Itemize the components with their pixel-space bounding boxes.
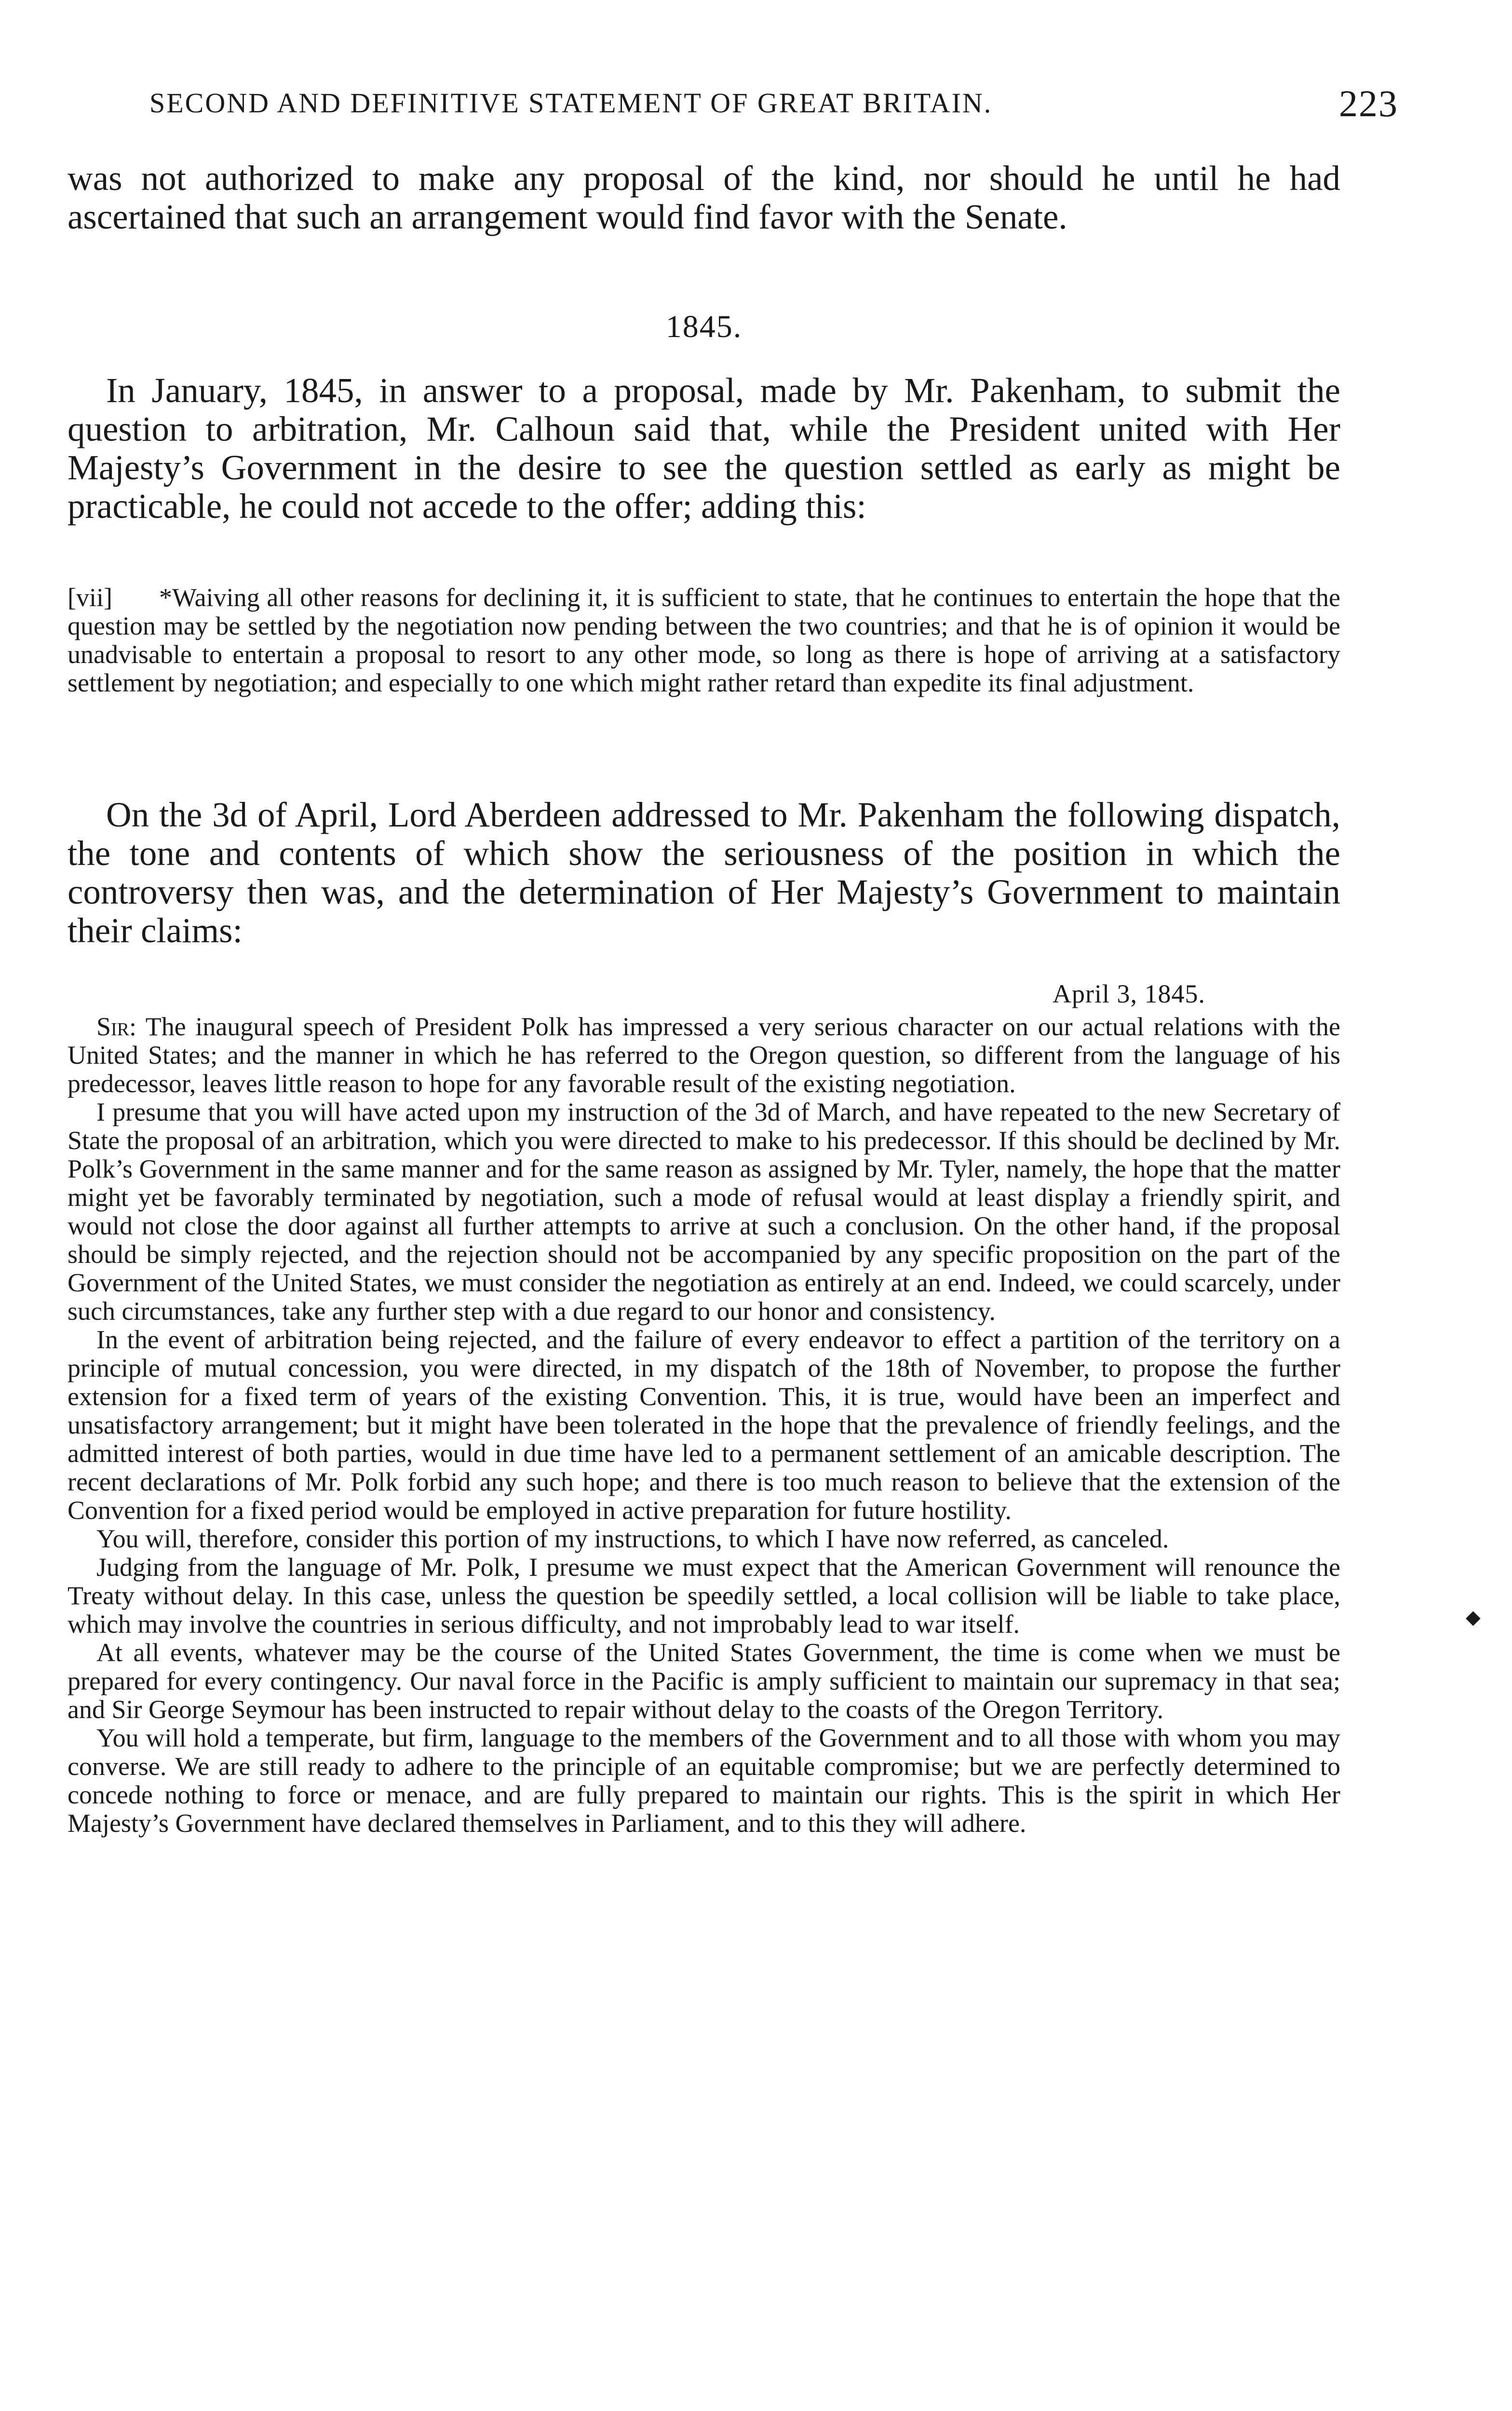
letter-paragraph: At all events, whatever may be the course of the United States Government, the time is come when we must be prepared for every contingency. Our naval force in the Pacific is amply sufficient to maintain our supremacy in that sea; and Sir George Seymour has been instructed to repair without delay to the coasts of the Oregon Territory. [68, 1638, 1340, 1724]
january-paragraph: In January, 1845, in answer to a proposal, made by Mr. Pakenham, to submit the question to arbitration, Mr. Calhoun said that, while the President united with Her Majesty’s Government in the desire to see the question settled as early as might be practicable, he could not accede to the offer; adding this: [68, 371, 1340, 526]
year-heading: 1845. [665, 309, 742, 344]
running-title: SECOND AND DEFINITIVE STATEMENT OF GREAT BRITAIN. [149, 87, 993, 119]
calhoun-quote [68, 583, 1340, 697]
letter-paragraph: In the event of arbitration being rejected, and the failure of every endeavor to effect a partition of the territory on a principle of mutual concession, you were directed, in my dispatch of the 18th of November, to propose the further extension for a fixed term of years of the existing Convention. This, it is true, would have been an imperfect and unsatisfactory arrangement; but it might have been tolerated in the hope that the prevalence of friendly feelings, and the admitted interest of both parties, would in due time have led to a permanent settlement of an amicable description. The recent declarations of Mr. Polk forbid any such hope; and there is too much reason to believe that the extension of the Convention for a fixed period would be employed in active preparation for future hostility. [68, 1325, 1340, 1525]
intro-paragraph: was not authorized to make any proposal of the kind, nor should he until he had ascertained that such an arrangement would find favor with the Senate. [68, 159, 1340, 236]
document-page [68, 0, 1398, 2411]
quote-text: *Waiving all other reasons for declining it, it is sufficient to state, that he continues to entertain the hope that the question may be settled by the negotiation now pending between the two countries; and that he is of opinion it would be unadvisable to entertain a proposal to resort to any other mode, so long as there is hope of arriving at a satisfactory settlement by negotiation; and especially to one which might rather retard than expedite its final adjustment. [68, 583, 1340, 697]
letter-paragraph: You will hold a temperate, but firm, language to the members of the Government and to all those with whom you may converse. We are still ready to adhere to the principle of an equitable compromise; but we are perfectly determined to concede nothing to force or menace, and are fully prepared to maintain our rights. This is the spirit in which Her Majesty’s Government have declared themselves in Parliament, and to this they will adhere. [68, 1723, 1340, 1838]
letter-dateline: April 3, 1845. [1053, 979, 1205, 1008]
running-head [149, 82, 1398, 125]
letter-paragraph-text: The inaugural speech of President Polk has impressed a very serious character on our actual relations with the United States; and the manner in which he has referred to the Oregon question, so different from the language of his predecessor, leaves little reason to hope for any favorable result of the existing negotiation. [68, 1012, 1341, 1098]
letter-paragraph: You will, therefore, consider this portion of my instructions, to which I have now referred, as canceled. [96, 1524, 1169, 1553]
letter-paragraph [68, 1013, 1340, 1098]
aberdeen-dispatch [68, 1013, 1340, 1838]
april-paragraph: On the 3d of April, Lord Aberdeen addressed to Mr. Pakenham the following dispatch, the tone and contents of which show the seriousness of the position in which the controversy then was, and the determination of Her Majesty’s Government to maintain their claims: [68, 795, 1340, 950]
salutation: Sir: [96, 1012, 137, 1041]
margin-mark-icon: ◆ [1466, 1606, 1481, 1628]
letter-paragraph: Judging from the language of Mr. Polk, I presume we must expect that the American Government will renounce the Treaty without delay. In this case, unless the question be speedily settled, a local collision will be liable to take place, which may involve the countries in serious difficulty, and not improbably lead to war itself. [68, 1553, 1340, 1639]
margin-page-reference: [vii] [68, 583, 112, 612]
page-number: 223 [1339, 82, 1398, 124]
letter-paragraph: I presume that you will have acted upon my instruction of the 3d of March, and have repeated to the new Secretary of State the proposal of an arbitration, which you were directed to make to his predecessor. If this should be declined by Mr. Polk’s Government in the same manner and for the same reason as assigned by Mr. Tyler, namely, the hope that the matter might yet be favorably terminated by negotiation, such a mode of refusal would at least display a friendly spirit, and would not close the door against all further attempts to arrive at such a conclusion. On the other hand, if the proposal should be simply rejected, and the rejection should not be accompanied by any specific proposition on the part of the Government of the United States, we must consider the negotiation as entirely at an end. Indeed, we could scarcely, under such circumstances, take any further step with a due regard to our honor and consistency. [68, 1097, 1340, 1326]
